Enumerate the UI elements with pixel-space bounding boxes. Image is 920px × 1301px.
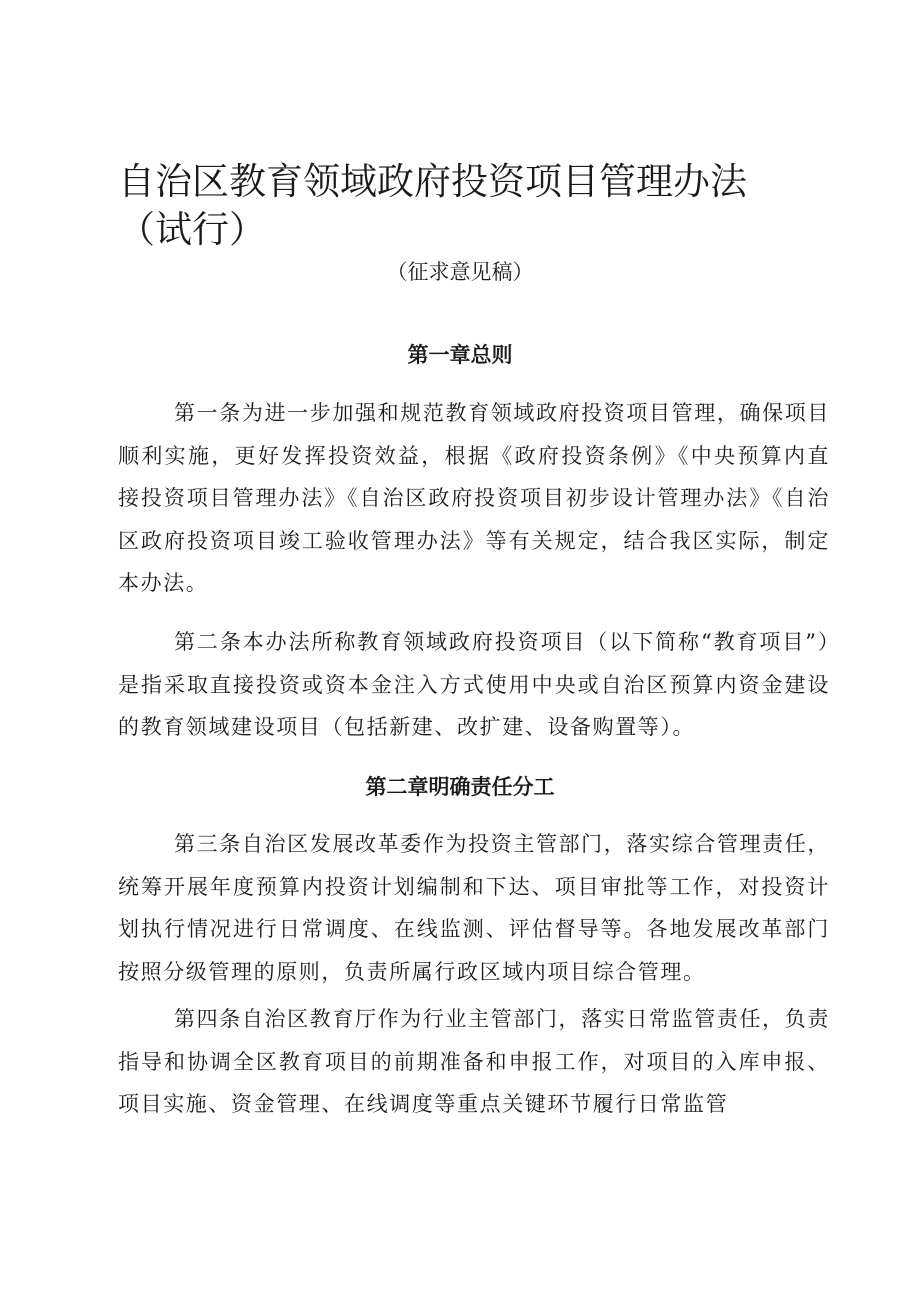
document-title: 自治区教育领域政府投资项目管理办法（试行）: [118, 160, 747, 251]
article-4: 第四条自治区教育厅作为行业主管部门，落实日常监管责任，负责指导和协调全区教育项目的前期准备和申报工作，对项目的入库申报、项目实施、资金管理、在线调度等重点关键环节履行日常监管: [118, 1007, 830, 1116]
article-1: 第一条为进一步加强和规范教育领域政府投资项目管理，确保项目顺利实施，更好发挥投资效益，根据《政府投资条例》《中央预算内直接投资项目管理办法》《自治区政府投资项目初步设计管理办法》《自治区政府投资项目竣工验收管理办法》等有关规定，结合我区实际，制定本办法。: [118, 401, 830, 595]
chapter-heading-1: 第一章总则: [407, 343, 513, 367]
article-2: 第二条本办法所称教育领域政府投资项目（以下简称“教育项目”）是指采取直接投资或资本金注入方式使用中央或自治区预算内资金建设的教育领域建设项目（包括新建、改扩建、设备购置等）。: [118, 630, 830, 739]
article-3: 第三条自治区发展改革委作为投资主管部门，落实综合管理责任，统筹开展年度预算内投资计划编制和下达、项目审批等工作，对投资计划执行情况进行日常调度、在线监测、评估督导等。各地发展改革部门按照分级管理的原则，负责所属行政区域内项目综合管理。: [118, 832, 830, 984]
document-subtitle: （征求意见稿）: [386, 260, 534, 284]
chapter-heading-2: 第二章明确责任分工: [365, 775, 555, 799]
